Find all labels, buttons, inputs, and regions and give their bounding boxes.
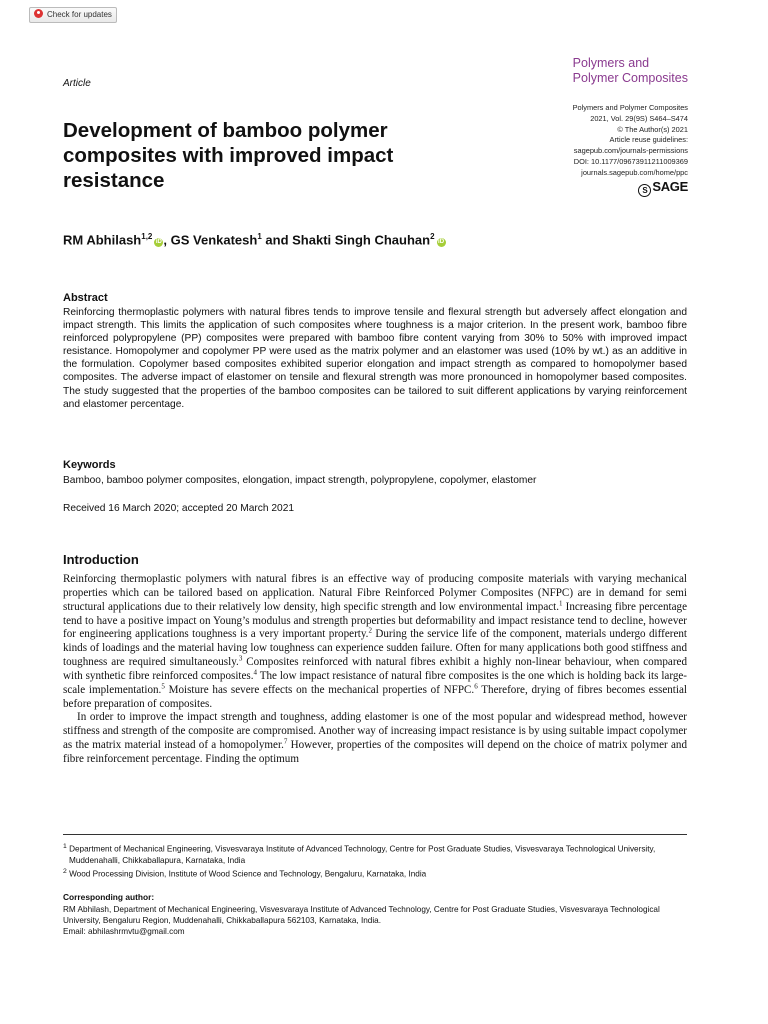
received-dates: Received 16 March 2020; accepted 20 March 2021: [63, 503, 295, 514]
author-separator: ,: [163, 232, 171, 248]
introduction-body: [63, 573, 687, 767]
footnote-text: Department of Mechanical Engineering, Visvesvaraya Institute of Advanced Technology, Centre for Post Graduate Studies, Visvesvaraya Technological University, Muddenahalli, Chikkaballapura, Karnataka, India: [69, 844, 656, 865]
corresponding-author-block: [63, 904, 687, 938]
meta-journal-link[interactable]: journals.sagepub.com/home/ppc: [581, 167, 688, 177]
citation-sup[interactable]: 4: [253, 668, 258, 677]
footnote-text: Wood Processing Division, Institute of Wood Science and Technology, Bengaluru, Karnataka, India: [69, 869, 427, 879]
author-affiliation-sup: 2: [430, 232, 435, 241]
meta-journal: Polymers and Polymer Composites: [572, 103, 688, 112]
publication-metadata: [573, 103, 688, 179]
footnote-number: 2: [63, 868, 67, 876]
corresponding-author-email[interactable]: Email: abhilashrmvtu@gmail.com: [63, 927, 185, 937]
introduction-heading: Introduction: [63, 552, 139, 567]
abstract-text: Reinforcing thermoplastic polymers with natural fibres tends to improve tensile and flexural strength but adversely affect elongation and impact strength. This limits the application of such composites where toughness is a major criterion. In the present work, bamboo fibre reinforced polypropylene (PP) composites were prepared with bamboo fibre content varying from 30% to 50% with improved impact resistance. Homopolymer and copolymer PP were used as the matrix polymer and an elastomer was used (10% by wt.) as an additive in the formulation. Copolymer based composites exhibited superior elongation and impact strength as compared to homopolymer based composites. The adverse impact of elastomer on tensile and flexural strength was more pronounced in homopolymer based composites. The study suggested that the properties of the bamboo composites can be tailored to suit different applications by varying reinforcement and elastomer percentage.: [63, 307, 687, 410]
intro-paragraph: In order to improve the impact strength and toughness, adding elastomer is one of the most popular and widespread method, however stiffness and strength of the composite are compromised. Another way of increasing impact resistance is by using suitable impact copolymer as the matrix material instead of a homopolymer.$^7$ However, properties of the composites will depend on the choice of matrix polymer and fibre reinforcement percentage. Finding the optimum: [63, 711, 687, 765]
abstract-heading: Abstract: [63, 292, 108, 304]
publisher-logo: [638, 179, 688, 197]
citation-sup[interactable]: 2: [368, 626, 372, 635]
author-list: [63, 232, 446, 247]
journal-brand-line2: Polymer Composites: [572, 71, 688, 85]
meta-volume: 2021, Vol. 29(9S) S464–S474: [590, 113, 688, 123]
meta-reuse: Article reuse guidelines:: [609, 135, 688, 145]
sage-logo-icon: S: [638, 184, 651, 197]
author-name: GS Venkatesh: [170, 232, 258, 248]
footnote-divider: [63, 834, 687, 835]
orcid-icon[interactable]: iD: [438, 239, 445, 246]
meta-doi[interactable]: DOI: 10.1177/09673911211009369: [573, 156, 688, 166]
footnote-item: [63, 866, 687, 880]
citation-sup[interactable]: 3: [238, 654, 243, 663]
check-for-updates-label: Check for updates: [47, 10, 112, 19]
article-type-label: Article: [63, 78, 91, 89]
meta-permissions-link[interactable]: sagepub.com/journals-permissions: [573, 146, 688, 156]
journal-brand-line1: Polymers and: [572, 56, 650, 70]
journal-brand: [573, 56, 688, 86]
author-separator: and: [261, 232, 293, 248]
footnote-item: [63, 841, 687, 866]
check-for-updates-badge[interactable]: [29, 7, 117, 23]
corresponding-author-heading: Corresponding author:: [63, 892, 155, 902]
affiliation-footnotes: [63, 841, 687, 880]
check-updates-icon: [34, 9, 43, 18]
intro-paragraph: Reinforcing thermoplastic polymers with natural fibres is an effective way of producing composite materials with varying mechanical properties which can be tailored based on application. Natural Fibre Reinforced Polymer Composites (NFPC) are in demand for semi structural applications due to their relatively low density, high specific strength and low environmental impact.$^1$ Increasing fibre percentage tend to have a positive impact on Young’s modulus and strength properties but deformability and impact resistance tend to decline, however for engineering applications toughness is a very important property.$^2$ During the service life of the component, materials undergo different kinds of loadings and the material having low toughness can experience sudden failure. Often for many applications both good stiffness and toughness are required simultaneously.$^3$ Composites reinforced with natural fibres exhibit a highly non-linear behaviour, when compared with synthetic fibre reinforced composites.$^4$ The low impact resistance of natural fibre composites is the one which is holding back its large-scale implementation.$^5$ Moisture has severe effects on the mechanical properties of NFPC.$^6$ Therefore, drying of fibres becomes essential before preparation of composites.: [63, 573, 688, 710]
publisher-name: SAGE: [652, 179, 688, 194]
corresponding-author-text: RM Abhilash, Department of Mechanical Engineering, Visvesvaraya Institute of Advanced Technology, Centre for Post Graduate Studies, Visvesvaraya Technological University, Bengaluru Region, Muddenahalli, Chikkaballapura 562103, Karnataka, India.: [63, 905, 660, 926]
citation-sup[interactable]: 6: [474, 682, 478, 691]
meta-copyright: © The Author(s) 2021: [617, 124, 688, 134]
orcid-icon[interactable]: iD: [155, 239, 162, 246]
author-name: RM Abhilash: [63, 232, 142, 248]
citation-sup[interactable]: 1: [559, 599, 563, 607]
article-title: Development of bamboo polymer composites with improved impact resistance: [63, 119, 394, 192]
author-affiliation-sup: 1,2: [141, 232, 153, 241]
footnote-number: 1: [63, 843, 67, 850]
citation-sup[interactable]: 7: [283, 737, 288, 746]
author-affiliation-sup: 1: [257, 232, 262, 241]
keywords-text: Bamboo, bamboo polymer composites, elongation, impact strength, polypropylene, copolymer, elastomer: [63, 475, 537, 486]
keywords-heading: Keywords: [63, 459, 116, 471]
citation-sup[interactable]: 5: [161, 682, 165, 691]
author-name: Shakti Singh Chauhan: [292, 232, 431, 248]
